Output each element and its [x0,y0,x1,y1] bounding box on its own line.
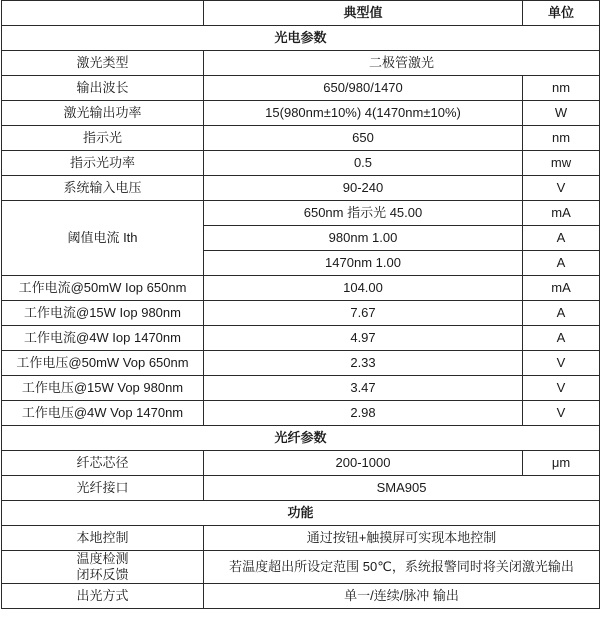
table-row [2,51,600,76]
param-name: 指示光功率 [2,151,204,176]
table-row [2,176,600,201]
param-unit: V [523,376,600,401]
param-value: SMA905 [204,476,600,501]
param-unit: mA [523,276,600,301]
param-value: 3.47 [204,376,523,401]
param-value: 7.67 [204,301,523,326]
param-name-line2: 闭环反馈 [76,567,129,582]
param-value: 若温度超出所设定范围 50℃，系统报警同时将关闭激光输出 [204,551,600,584]
param-unit: A [523,226,600,251]
param-unit: A [523,301,600,326]
table-row [2,201,600,226]
param-unit: V [523,176,600,201]
param-unit: A [523,326,600,351]
param-name: 工作电压@50mW Vop 650nm [2,351,204,376]
param-value: 104.00 [204,276,523,301]
header-row [2,1,600,26]
param-value: 90-240 [204,176,523,201]
param-unit: mw [523,151,600,176]
param-name: 输出波长 [2,76,204,101]
param-name: 工作电压@4W Vop 1470nm [2,401,204,426]
param-value: 2.33 [204,351,523,376]
table-row [2,126,600,151]
param-value: 通过按钮+触摸屏可实现本地控制 [204,526,600,551]
table-row [2,584,600,609]
param-name: 工作电流@4W Iop 1470nm [2,326,204,351]
param-value: 650 [204,126,523,151]
section-optoelectronic: 光电参数 [2,26,600,51]
param-value: 0.5 [204,151,523,176]
table-row [2,326,600,351]
param-value: 650nm 指示光 45.00 [204,201,523,226]
param-unit: W [523,101,600,126]
param-name: 工作电流@15W Iop 980nm [2,301,204,326]
table-row [2,101,600,126]
table-row [2,76,600,101]
param-unit: nm [523,126,600,151]
table-row [2,276,600,301]
param-name: 出光方式 [2,584,204,609]
param-value: 1470nm 1.00 [204,251,523,276]
param-name: 本地控制 [2,526,204,551]
section-row [2,426,600,451]
param-name [2,551,204,584]
section-row [2,501,600,526]
header-typical: 典型值 [204,1,523,26]
header-unit: 单位 [523,1,600,26]
param-unit: nm [523,76,600,101]
param-name: 系统输入电压 [2,176,204,201]
param-name: 工作电流@50mW Iop 650nm [2,276,204,301]
param-value: 单一/连续/脉冲 输出 [204,584,600,609]
section-fiber: 光纤参数 [2,426,600,451]
table-row [2,376,600,401]
table-row [2,151,600,176]
spec-table [1,0,600,609]
threshold-name: 阈值电流 Ith [2,201,204,276]
param-value: 15(980nm±10%) 4(1470nm±10%) [204,101,523,126]
param-value: 2.98 [204,401,523,426]
param-value: 980nm 1.00 [204,226,523,251]
table-row [2,526,600,551]
table-row [2,451,600,476]
param-name: 激光类型 [2,51,204,76]
param-name: 工作电压@15W Vop 980nm [2,376,204,401]
param-unit: A [523,251,600,276]
section-function: 功能 [2,501,600,526]
param-value: 650/980/1470 [204,76,523,101]
table-row [2,476,600,501]
param-name-line1: 温度检测 [76,551,129,566]
param-unit: mA [523,201,600,226]
table-row [2,401,600,426]
header-param [2,1,204,26]
param-name: 激光输出功率 [2,101,204,126]
param-name: 指示光 [2,126,204,151]
param-unit: μm [523,451,600,476]
table-row [2,551,600,584]
table-row [2,351,600,376]
param-value: 4.97 [204,326,523,351]
param-unit: V [523,351,600,376]
section-row [2,26,600,51]
table-row [2,301,600,326]
param-value: 二极管激光 [204,51,600,76]
param-unit: V [523,401,600,426]
param-name: 光纤接口 [2,476,204,501]
param-value: 200-1000 [204,451,523,476]
param-name: 纤芯芯径 [2,451,204,476]
